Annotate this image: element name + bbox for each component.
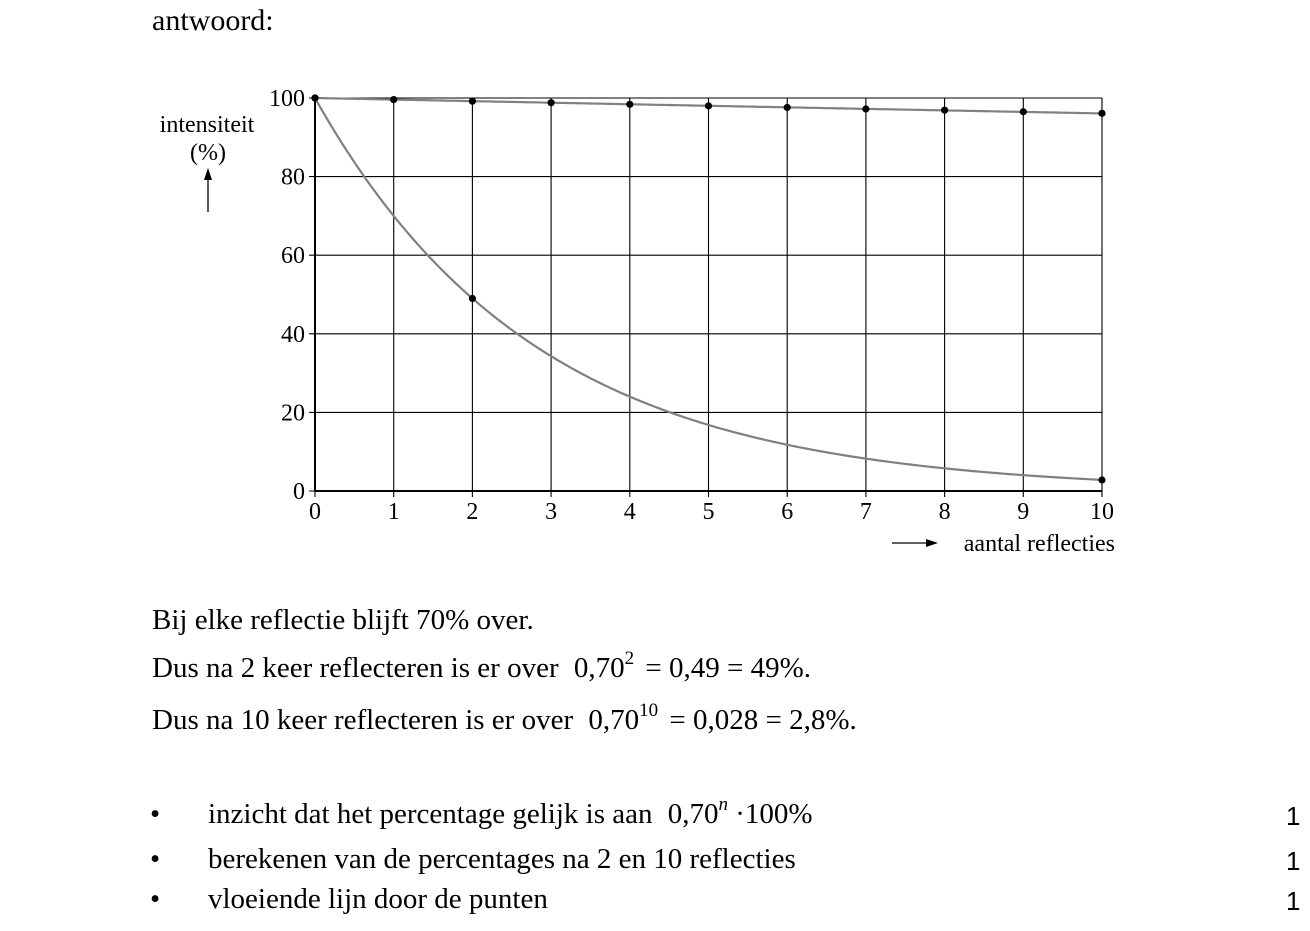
series-1-point	[705, 102, 712, 109]
line2-result: = 0,49 = 49%.	[645, 652, 811, 684]
explanation-line-3	[152, 700, 857, 737]
y-tick-label: 20	[281, 400, 305, 427]
line3-base: 0,70	[588, 704, 640, 736]
x-axis-arrow-icon	[892, 539, 938, 547]
series-2-point	[469, 295, 476, 302]
series-1-point	[548, 99, 555, 106]
criterion-1	[208, 794, 813, 831]
bullet-icon: •	[150, 883, 161, 915]
series-1-point	[1020, 108, 1027, 115]
bullet-icon: •	[150, 843, 161, 875]
criterion-1-rest: ·100%	[735, 798, 813, 830]
x-tick-label: 0	[309, 499, 321, 525]
chart-tick-labels	[269, 86, 1114, 525]
y-axis-arrow-icon	[204, 168, 212, 212]
explanation-line-1: Bij elke reflectie blijft 70% over.	[152, 604, 534, 636]
series-1-point	[469, 98, 476, 105]
criterion-1-exponent: n	[718, 794, 728, 815]
x-tick-label: 8	[938, 499, 951, 525]
y-tick-label: 60	[281, 243, 305, 270]
criterion-2-text: berekenen van de percentages na 2 en 10 reflecties	[208, 843, 796, 875]
x-tick-label: 2	[466, 499, 479, 525]
x-tick-label: 9	[1017, 499, 1030, 525]
x-tick-label: 5	[702, 499, 715, 525]
y-tick-label: 40	[281, 321, 305, 348]
chart-grid	[309, 98, 1102, 497]
x-tick-label: 6	[781, 499, 794, 525]
series-1-point	[626, 101, 633, 108]
y-tick-label: 100	[269, 86, 305, 112]
line2-prefix: Dus na 2 keer reflecteren is er over	[152, 652, 559, 684]
series-1-point	[862, 105, 869, 112]
criterion-2-score: 1	[1286, 846, 1301, 876]
x-tick-label: 7	[859, 499, 872, 525]
y-tick-label: 80	[281, 164, 305, 191]
y-axis-unit: (%)	[190, 140, 226, 166]
line3-exponent: 10	[639, 700, 659, 721]
line3-prefix: Dus na 10 keer reflecteren is er over	[152, 704, 574, 736]
explanation-line-2	[152, 648, 811, 685]
series-1-point	[784, 104, 791, 111]
bullet-icon: •	[150, 798, 161, 830]
series-1-point	[941, 107, 948, 114]
series-2-point	[1098, 476, 1105, 483]
criterion-3-score: 1	[1286, 886, 1301, 916]
series-1-point	[1098, 110, 1105, 117]
line2-exponent: 2	[624, 648, 635, 669]
answer-heading: antwoord:	[152, 4, 274, 37]
criterion-1-score: 1	[1286, 801, 1301, 831]
line3-result: = 0,028 = 2,8%.	[669, 704, 857, 736]
line2-base: 0,70	[573, 652, 625, 684]
x-tick-label: 4	[623, 499, 636, 525]
y-axis-label: intensiteit	[159, 112, 255, 138]
x-tick-label: 10	[1090, 499, 1114, 525]
criterion-1-base: 0,70	[667, 798, 719, 830]
y-tick-label: 0	[293, 479, 305, 505]
series-1-point	[390, 96, 397, 103]
series-2-point	[311, 94, 318, 101]
x-axis-label: aantal reflecties	[963, 531, 1115, 557]
x-tick-label: 3	[545, 499, 558, 525]
criterion-3-text: vloeiende lijn door de punten	[208, 883, 548, 915]
x-tick-label: 1	[387, 499, 400, 525]
criterion-1-text: inzicht dat het percentage gelijk is aan	[208, 798, 653, 830]
